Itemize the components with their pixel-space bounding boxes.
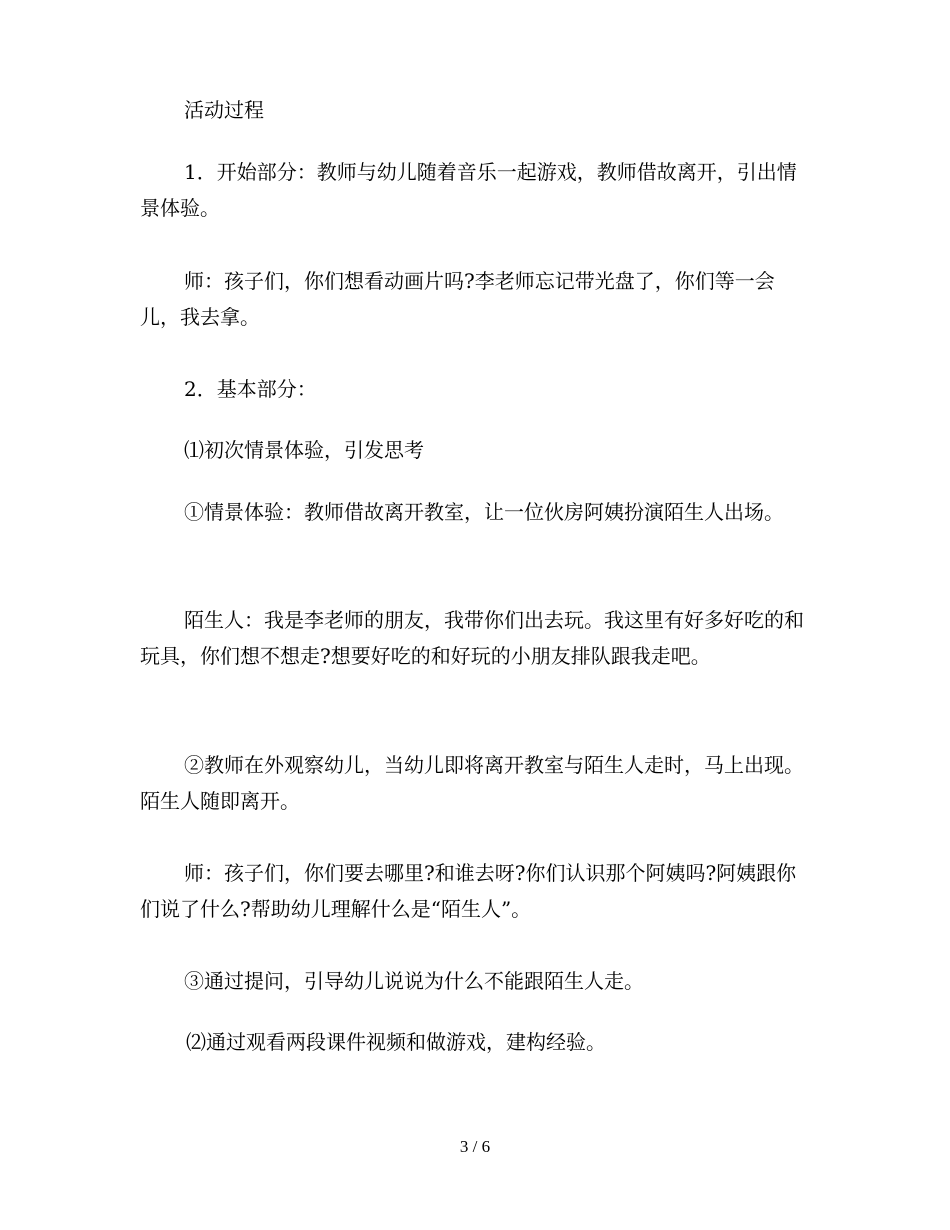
- paragraph-teacher-observe: ②教师在外观察幼儿，当幼儿即将离开教室与陌生人走时，马上出现。陌生人随即离开。: [140, 753, 804, 813]
- paragraph-opening: 1．开始部分：教师与幼儿随着音乐一起游戏，教师借故离开，引出情景体验。: [140, 160, 797, 220]
- paragraph-teacher-line-2: 师：孩子们，你们要去哪里?和谁去呀?你们认识那个阿姨吗?阿姨跟你们说了什么?帮助幼儿理解什么是“陌生人”。: [140, 861, 797, 921]
- paragraph-situation: ①情景体验：教师借故离开教室，让一位伙房阿姨扮演陌生人出场。: [184, 500, 784, 524]
- page-number: 3 / 6: [459, 1137, 491, 1156]
- paragraph-questioning: ③通过提问，引导幼儿说说为什么不能跟陌生人走。: [184, 969, 644, 993]
- paragraph-first-experience: ⑴初次情景体验，引发思考: [184, 438, 424, 462]
- section-heading: 活动过程: [184, 98, 264, 122]
- paragraph-teacher-line-1: 师：孩子们，你们想看动画片吗?李老师忘记带光盘了，你们等一会儿，我去拿。: [140, 269, 775, 329]
- paragraph-video-games: ⑵通过观看两段课件视频和做游戏，建构经验。: [186, 1030, 606, 1054]
- paragraph-stranger-line: 陌生人：我是李老师的朋友，我带你们出去玩。我这里有好多好吃的和玩具，你们想不想走?想要好吃的和好玩的小朋友排队跟我走吧。: [140, 608, 804, 668]
- paragraph-basic-part: 2．基本部分：: [184, 377, 317, 401]
